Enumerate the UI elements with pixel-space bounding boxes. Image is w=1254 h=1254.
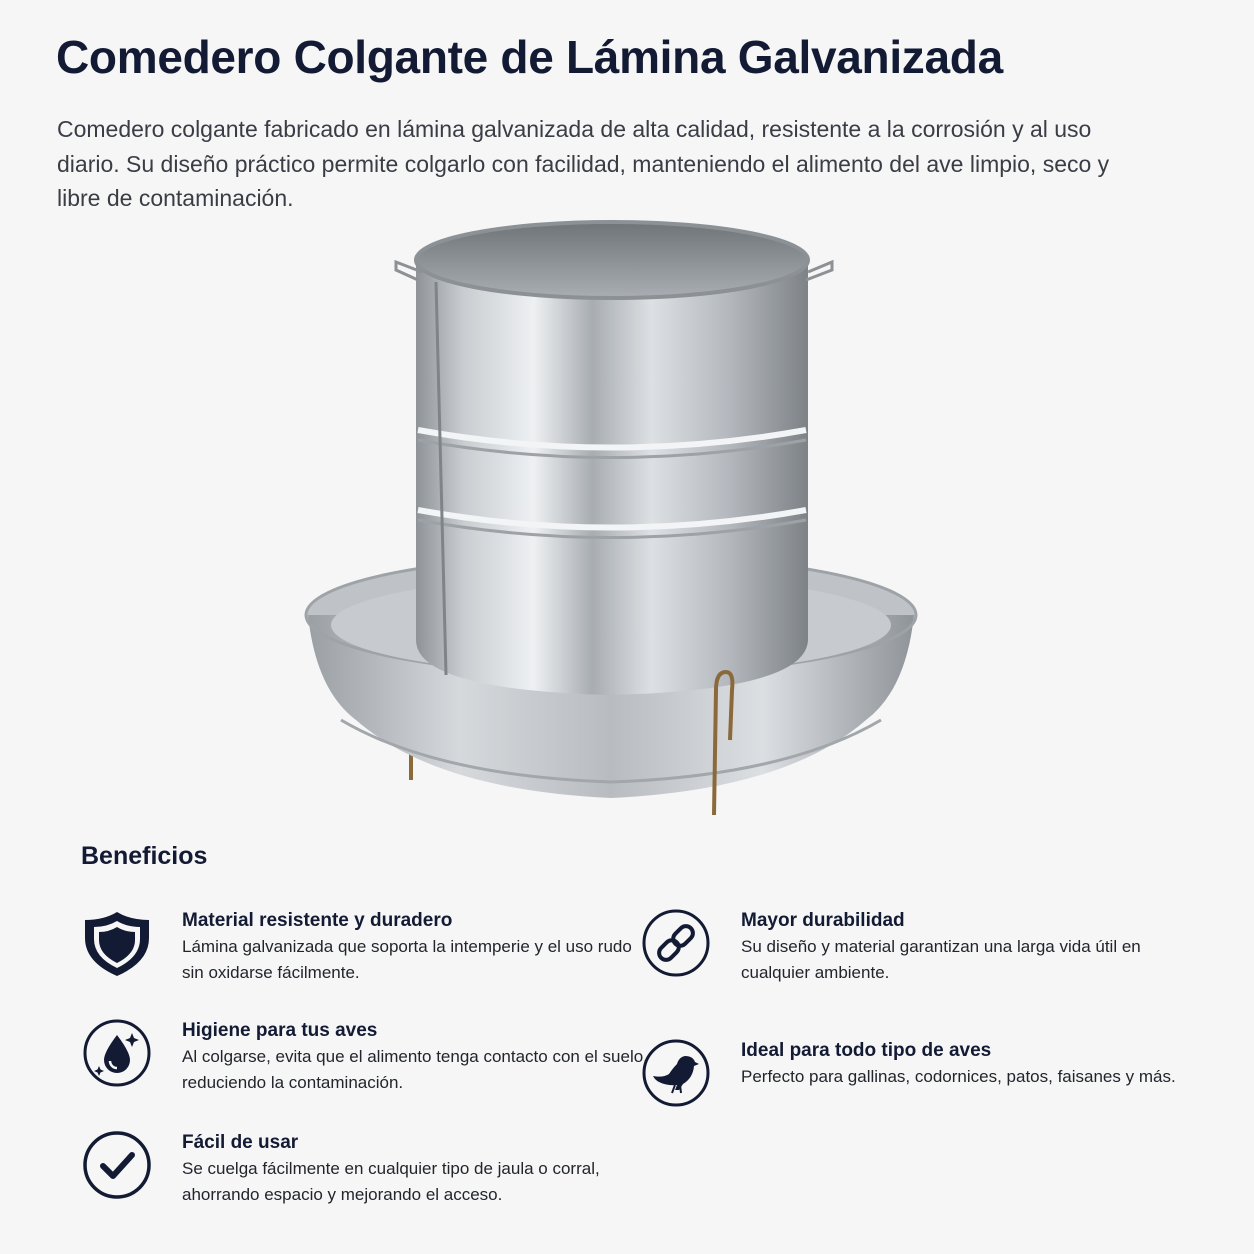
product-image xyxy=(296,220,926,820)
benefit-description: Se cuelga fácilmente en cualquier tipo de jaula o corral, ahorrando espacio y mejorando el acceso. xyxy=(182,1159,600,1204)
benefit-description: Lámina galvanizada que soporta la intemperie y el uso rudo sin oxidarse fácilmente. xyxy=(182,937,632,982)
benefit-title: Higiene para tus aves xyxy=(182,1020,378,1041)
benefit-title: Ideal para todo tipo de aves xyxy=(741,1040,992,1061)
benefits-heading: Beneficios xyxy=(81,842,208,870)
benefit-description: Al colgarse, evita que el alimento tenga contacto con el suelo, reduciendo la contaminación. xyxy=(182,1047,648,1092)
chain-link-icon xyxy=(641,908,711,978)
product-description: Comedero colgante fabricado en lámina galvanizada de alta calidad, resistente a la corrosión y al uso diario. Su diseño práctico permite colgarlo con facilidad, manteniendo el alimento del ave limpio, seco y libre de contaminación. xyxy=(57,116,1110,211)
bird-icon xyxy=(641,1038,711,1108)
benefit-description: Su diseño y material garantizan una larga vida útil en cualquier ambiente. xyxy=(741,937,1141,982)
benefit-description: Perfecto para gallinas, codornices, patos, faisanes y más. xyxy=(741,1067,1176,1086)
water-drop-icon xyxy=(82,1018,152,1088)
benefit-title: Mayor durabilidad xyxy=(741,910,905,931)
benefit-title: Fácil de usar xyxy=(182,1132,299,1153)
checkmark-icon xyxy=(82,1130,152,1200)
shield-icon xyxy=(82,908,152,978)
page-title: Comedero Colgante de Lámina Galvanizada xyxy=(56,31,1003,83)
benefit-title: Material resistente y duradero xyxy=(182,910,453,931)
